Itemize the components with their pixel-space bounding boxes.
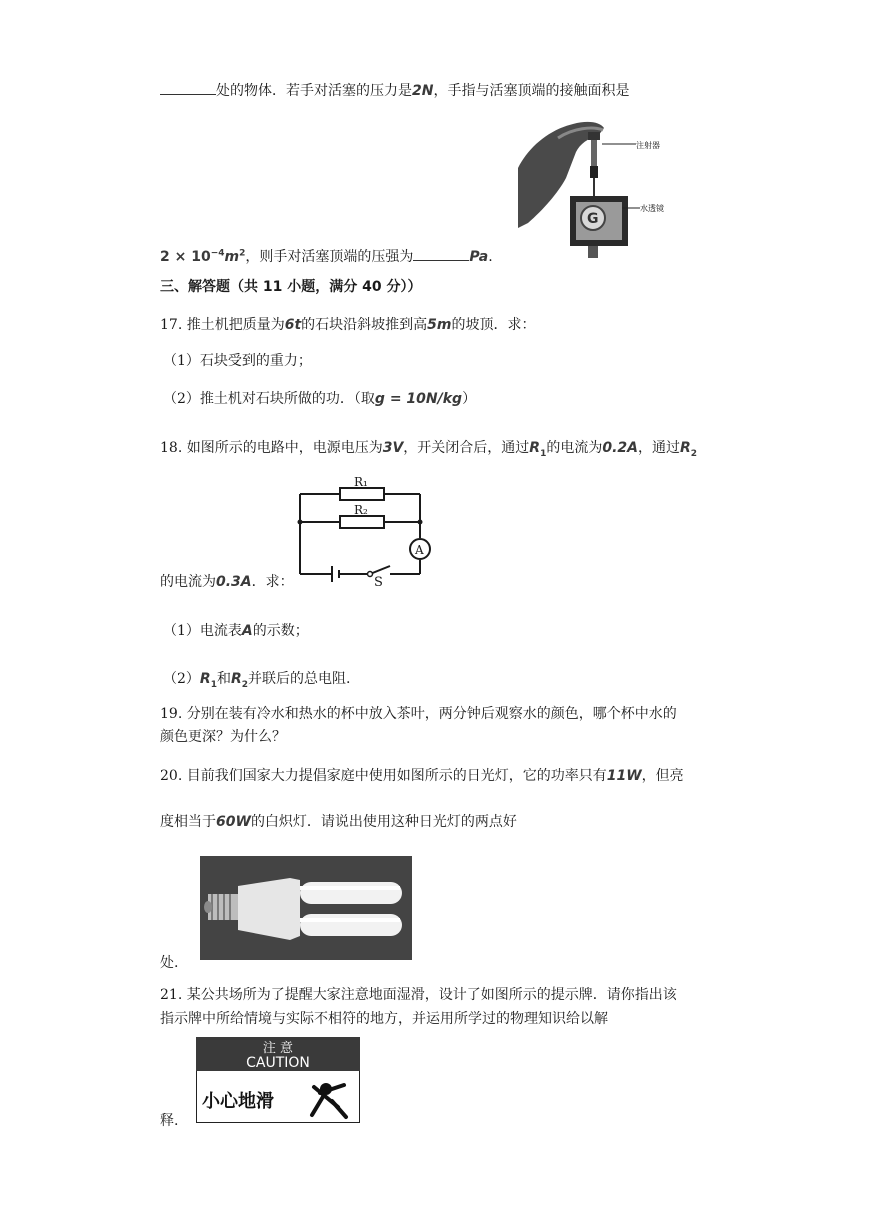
q20-line2-text: 度相当于 [160,814,216,830]
area-unit-exponent: 2 [239,248,246,259]
r1-symbol: R [199,671,211,687]
q19-line1: 19. 分别在装有冷水和热水的杯中放入茶叶，两分钟后观察水的颜色，哪个杯中水的 [160,706,677,722]
q20-line2-end: 的白炽灯．请说出使用这种日光灯的两点好 [250,814,517,830]
q16-text: 处的物体．若手对活塞的压力是 [216,83,412,99]
height-value: 5m [427,317,452,333]
q20-text: 20. 目前我们国家大力提倡家庭中使用如图所示的日光灯，它的功率只有 [160,768,607,784]
q18-part2-and: 和 [216,671,231,687]
ammeter-symbol: A [241,623,253,639]
q18-text-mid1: ，开关闭合后，通过 [403,440,530,456]
q18-stem [160,437,697,459]
circuit-label-ammeter: A [415,543,424,557]
sign-caution-text: CAUTION [246,1055,310,1071]
q16-line2-text: ，则手对活塞顶端的压强为 [245,249,414,265]
q18-part2-end: 并联后的总电阻. [248,671,351,687]
q17-text-mid: 的石块沿斜坡推到高 [301,317,428,333]
answer-blank [413,259,469,261]
r1-symbol: R [529,440,541,456]
q18-text-mid2: 的电流为 [546,440,603,456]
g-value: g = 10N/kg [374,391,463,407]
q18-part2-text: （2） [163,671,200,687]
q20-line1-end: ，但亮 [641,768,684,784]
circuit-label-switch: S [374,575,383,588]
current-i2: 0.3A [216,574,252,590]
syringe-label: 注射器 [636,141,660,150]
q20-line3: 处. [160,955,179,971]
q18-text: 18. 如图所示的电路中，电源电压为 [160,440,383,456]
q18-line2-text: 的电流为 [160,574,216,590]
q17-stem [160,314,536,334]
caution-sign [196,1037,360,1123]
mass-value: 6t [284,317,302,333]
circuit-label-r2: R₂ [354,503,368,517]
sign-top-text: 注 意 [262,1041,294,1056]
q18-line2 [160,571,294,591]
r2-symbol: R [679,440,691,456]
q17-part2 [163,388,476,408]
r2-subscript: 2 [690,448,698,459]
r1-subscript: 1 [210,679,217,690]
r2-subscript: 2 [241,679,249,690]
svg-text:G: G [587,211,599,227]
r1-subscript: 1 [540,448,547,459]
q18-line2-end: ．求： [251,574,294,590]
q17-part2-end: ） [462,391,477,407]
q20-line1 [160,765,684,785]
q18-part1-end: 的示数； [252,623,309,639]
syringe-lens-photo [518,118,688,260]
current-i1: 0.2A [602,440,638,456]
circuit-diagram [292,474,438,588]
r2-symbol: R [230,671,242,687]
voltage-value: 3V [382,440,404,456]
q17-part1: （1）石块受到的重力； [163,353,312,369]
q17-text-end: 的坡顶．求： [451,317,536,333]
q21-line2: 指示牌中所给情境与实际不相符的地方，并运用所学过的物理知识给以解 [160,1011,608,1027]
q16-line2 [160,246,493,266]
q18-part1 [163,620,309,640]
power-11w: 11W [606,768,642,784]
power-60w: 60W [216,814,251,830]
area-unit: m [224,249,240,265]
force-value: 2N [412,83,434,99]
q21-line1: 21. 某公共场所为了提醒大家注意地面湿滑，设计了如图所示的提示牌．请你指出该 [160,987,677,1003]
lens-label: 水透镜 [640,204,664,213]
area-value: 2 × 10 [160,249,211,265]
q21-line3: 释. [160,1113,179,1129]
section-heading: 三、解答题（共 11 小题，满分 40 分）） [160,279,422,295]
q19-line2: 颜色更深？为什么？ [160,729,286,745]
answer-blank [160,93,216,95]
q18-part2 [163,668,350,690]
sign-bottom-text: 小心地滑 [202,1091,274,1112]
q16-line1 [160,80,629,100]
q20-line2 [160,811,517,831]
cfl-lamp-photo [200,856,412,960]
q16-line2-end: . [488,249,493,265]
q17-text: 17. 推土机把质量为 [160,317,285,333]
circuit-label-r1: R₁ [354,475,368,489]
q18-part1-text: （1）电流表 [163,623,242,639]
q17-part2-text: （2）推土机对石块所做的功．（取 [163,391,375,407]
pressure-unit: Pa [469,249,489,265]
q18-text-mid3: ，通过 [637,440,680,456]
q16-text-tail: ，手指与活塞顶端的接触面积是 [433,83,630,99]
area-exponent: −4 [210,248,225,259]
